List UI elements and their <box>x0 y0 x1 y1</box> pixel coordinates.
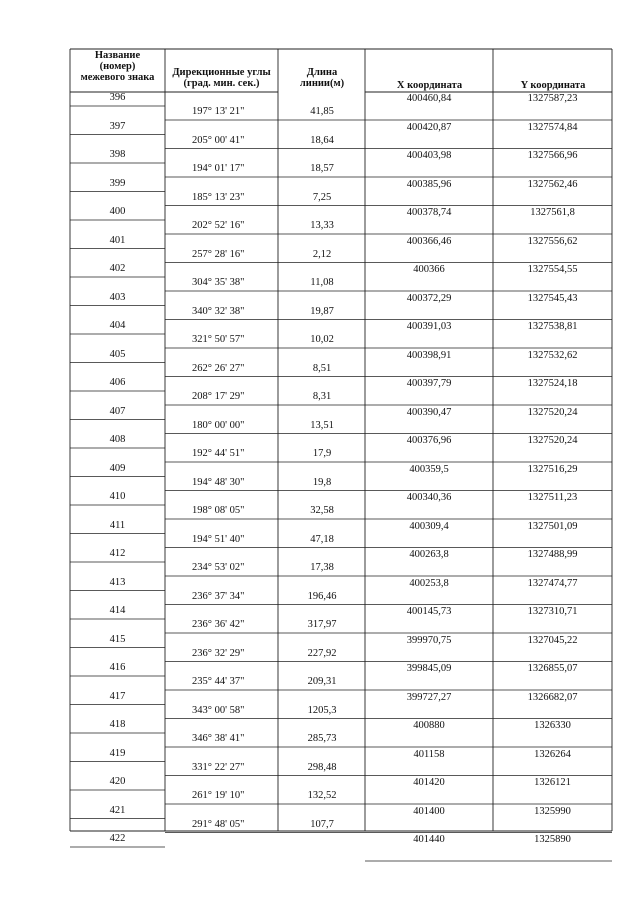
point-x-coordinate: 399845,09 <box>406 663 452 674</box>
point-x-coordinate: 400366 <box>413 264 445 275</box>
point-name: 399 <box>109 177 126 189</box>
point-x-coordinate: 400263,8 <box>409 549 449 560</box>
segment-line-length: 285,73 <box>307 733 337 744</box>
segment-direction-angle: 262° 26' 27" <box>192 362 245 374</box>
point-x-coordinate: 400366,46 <box>406 235 452 247</box>
segment-direction-angle: 257° 28' 16" <box>192 248 245 260</box>
header-angle-line-2: (град. мин. сек.) <box>183 78 260 89</box>
point-y-coordinate: 1326264 <box>534 748 571 760</box>
point-name: 400 <box>109 206 126 217</box>
point-x-coordinate: 399970,75 <box>406 634 452 646</box>
segment-line-length: 18,57 <box>310 163 334 174</box>
point-name: 416 <box>109 662 126 673</box>
point-name: 409 <box>109 462 126 474</box>
segment-line-length: 19,87 <box>310 305 334 317</box>
point-x-coordinate: 401400 <box>413 805 445 817</box>
point-y-coordinate: 1327501,09 <box>527 520 578 532</box>
segment-direction-angle: 198° 08' 05" <box>192 505 245 516</box>
header-length <box>279 67 365 89</box>
point-y-coordinate: 1326330 <box>534 720 571 731</box>
point-y-coordinate: 1327587,23 <box>527 93 578 104</box>
point-y-coordinate: 1327545,43 <box>527 292 578 304</box>
point-name: 397 <box>109 120 126 132</box>
point-name: 421 <box>109 804 126 816</box>
point-y-coordinate: 1326855,07 <box>527 663 578 674</box>
segment-direction-angle: 261° 19' 10" <box>192 790 245 801</box>
point-x-coordinate: 400880 <box>413 720 445 731</box>
point-y-coordinate: 1327511,23 <box>527 492 578 503</box>
segment-line-length: 10,02 <box>310 334 334 345</box>
point-x-coordinate: 401420 <box>413 777 445 788</box>
point-x-coordinate: 400385,96 <box>406 178 452 190</box>
point-y-coordinate: 1327516,29 <box>527 463 578 475</box>
point-x-coordinate: 400390,47 <box>406 406 452 418</box>
point-y-coordinate: 1327574,84 <box>527 121 578 133</box>
segment-line-length: 13,33 <box>310 220 334 231</box>
point-y-coordinate: 1327520,24 <box>527 406 578 418</box>
point-y-coordinate: 1325990 <box>534 805 571 817</box>
header-name-line-1: Название <box>94 50 141 61</box>
segment-line-length: 41,85 <box>310 106 334 117</box>
segment-line-length: 17,38 <box>310 562 334 573</box>
point-y-coordinate: 1327045,22 <box>527 634 578 646</box>
point-name: 405 <box>109 348 126 360</box>
segment-line-length: 1205,3 <box>307 704 337 716</box>
point-y-coordinate: 1327561,8 <box>530 207 575 218</box>
segment-direction-angle: 340° 32' 38" <box>192 305 245 317</box>
point-y-coordinate: 1327488,99 <box>527 549 578 560</box>
point-x-coordinate: 400460,84 <box>406 93 452 104</box>
segment-direction-angle: 197° 13' 21" <box>192 106 245 117</box>
segment-line-length: 47,18 <box>310 533 334 545</box>
point-name: 403 <box>109 291 126 303</box>
point-x-coordinate: 400309,4 <box>409 520 449 532</box>
point-name: 412 <box>109 548 126 559</box>
point-y-coordinate: 1326682,07 <box>527 691 578 703</box>
point-x-coordinate: 400403,98 <box>406 150 452 161</box>
segment-line-length: 8,31 <box>312 391 332 402</box>
segment-line-length: 11,08 <box>310 277 334 288</box>
point-y-coordinate: 1327474,77 <box>527 577 578 589</box>
segment-direction-angle: 192° 44' 51" <box>192 448 245 459</box>
point-y-coordinate: 1327566,96 <box>527 150 578 161</box>
segment-direction-angle: 205° 00' 41" <box>192 134 245 146</box>
segment-line-length: 209,31 <box>307 676 337 687</box>
segment-line-length: 2,12 <box>312 248 332 260</box>
point-name: 413 <box>109 576 126 588</box>
segment-line-length: 132,52 <box>307 790 337 801</box>
segment-direction-angle: 304° 35' 38" <box>192 277 245 288</box>
point-x-coordinate: 400376,96 <box>406 435 452 446</box>
segment-direction-angle: 331° 22' 27" <box>192 761 245 773</box>
segment-direction-angle: 346° 38' 41" <box>192 733 245 744</box>
segment-line-length: 8,51 <box>312 362 332 374</box>
segment-direction-angle: 343° 00' 58" <box>192 704 245 716</box>
point-x-coordinate: 400372,29 <box>406 292 452 304</box>
point-x-coordinate: 400145,73 <box>406 606 452 617</box>
segment-direction-angle: 194° 51' 40" <box>192 533 245 545</box>
point-name: 417 <box>109 690 126 702</box>
segment-direction-angle: 185° 13' 23" <box>192 191 245 203</box>
segment-line-length: 32,58 <box>310 505 334 516</box>
segment-line-length: 7,25 <box>312 191 332 203</box>
segment-direction-angle: 234° 53' 02" <box>192 562 245 573</box>
point-y-coordinate: 1327310,71 <box>527 606 578 617</box>
point-name: 407 <box>109 405 126 417</box>
point-name: 419 <box>109 747 126 759</box>
point-x-coordinate: 400359,5 <box>409 463 449 475</box>
segment-line-length: 196,46 <box>307 590 337 602</box>
segment-direction-angle: 236° 37' 34" <box>192 590 245 602</box>
segment-direction-angle: 202° 52' 16" <box>192 220 245 231</box>
point-x-coordinate: 400397,79 <box>406 378 452 389</box>
point-name: 414 <box>109 605 126 616</box>
segment-direction-angle: 235° 44' 37" <box>192 676 245 687</box>
point-name: 422 <box>109 833 126 844</box>
point-name: 415 <box>109 633 126 645</box>
point-x-coordinate: 400391,03 <box>406 321 452 332</box>
segment-direction-angle: 180° 00' 00" <box>192 419 245 431</box>
point-x-coordinate: 400340,36 <box>406 492 452 503</box>
point-y-coordinate: 1327520,24 <box>527 435 578 446</box>
segment-line-length: 107,7 <box>310 818 334 830</box>
header-length-line-1: Длина <box>306 67 338 78</box>
segment-line-length: 13,51 <box>310 419 334 431</box>
point-x-coordinate: 400378,74 <box>406 207 452 218</box>
header-y: Y координата <box>520 80 586 91</box>
point-y-coordinate: 1327524,18 <box>527 378 578 389</box>
segment-line-length: 317,97 <box>307 619 337 630</box>
point-y-coordinate: 1327532,62 <box>527 349 578 361</box>
point-name: 418 <box>109 719 126 730</box>
point-name: 396 <box>109 92 126 103</box>
point-y-coordinate: 1326121 <box>534 777 571 788</box>
point-y-coordinate: 1327556,62 <box>527 235 578 247</box>
header-x: X координата <box>396 80 463 91</box>
point-name: 411 <box>109 519 126 531</box>
point-x-coordinate: 401440 <box>413 834 445 845</box>
header-angle <box>166 67 277 89</box>
point-name: 408 <box>109 434 126 445</box>
segment-direction-angle: 321° 50' 57" <box>192 334 245 345</box>
segment-line-length: 17,9 <box>312 448 332 459</box>
header-name <box>70 50 165 83</box>
point-name: 404 <box>109 320 126 331</box>
header-length-line-2: линии(м) <box>299 78 345 89</box>
header-angle-line-1: Дирекционные углы <box>172 67 271 78</box>
point-x-coordinate: 400420,87 <box>406 121 452 133</box>
segment-direction-angle: 194° 48' 30" <box>192 476 245 488</box>
point-x-coordinate: 399727,27 <box>406 691 452 703</box>
point-name: 420 <box>109 776 126 787</box>
segment-line-length: 19,8 <box>312 476 332 488</box>
point-name: 401 <box>109 234 126 246</box>
point-y-coordinate: 1325890 <box>534 834 571 845</box>
point-name: 406 <box>109 377 126 388</box>
segment-line-length: 18,64 <box>310 134 334 146</box>
segment-direction-angle: 208° 17' 29" <box>192 391 245 402</box>
point-name: 410 <box>109 491 126 502</box>
segment-line-length: 298,48 <box>307 761 337 773</box>
point-name: 398 <box>109 149 126 160</box>
segment-line-length: 227,92 <box>307 647 337 659</box>
header-name-line-3: межевого знака <box>80 72 155 83</box>
point-y-coordinate: 1327554,55 <box>527 264 578 275</box>
segment-direction-angle: 291° 48' 05" <box>192 818 245 830</box>
point-y-coordinate: 1327538,81 <box>527 321 578 332</box>
point-y-coordinate: 1327562,46 <box>527 178 578 190</box>
point-x-coordinate: 401158 <box>413 748 445 760</box>
segment-direction-angle: 236° 36' 42" <box>192 619 245 630</box>
header-name-line-2: (номер) <box>99 61 136 72</box>
segment-direction-angle: 236° 32' 29" <box>192 647 245 659</box>
segment-direction-angle: 194° 01' 17" <box>192 163 245 174</box>
point-name: 402 <box>109 263 126 274</box>
point-x-coordinate: 400398,91 <box>406 349 452 361</box>
point-x-coordinate: 400253,8 <box>409 577 449 589</box>
